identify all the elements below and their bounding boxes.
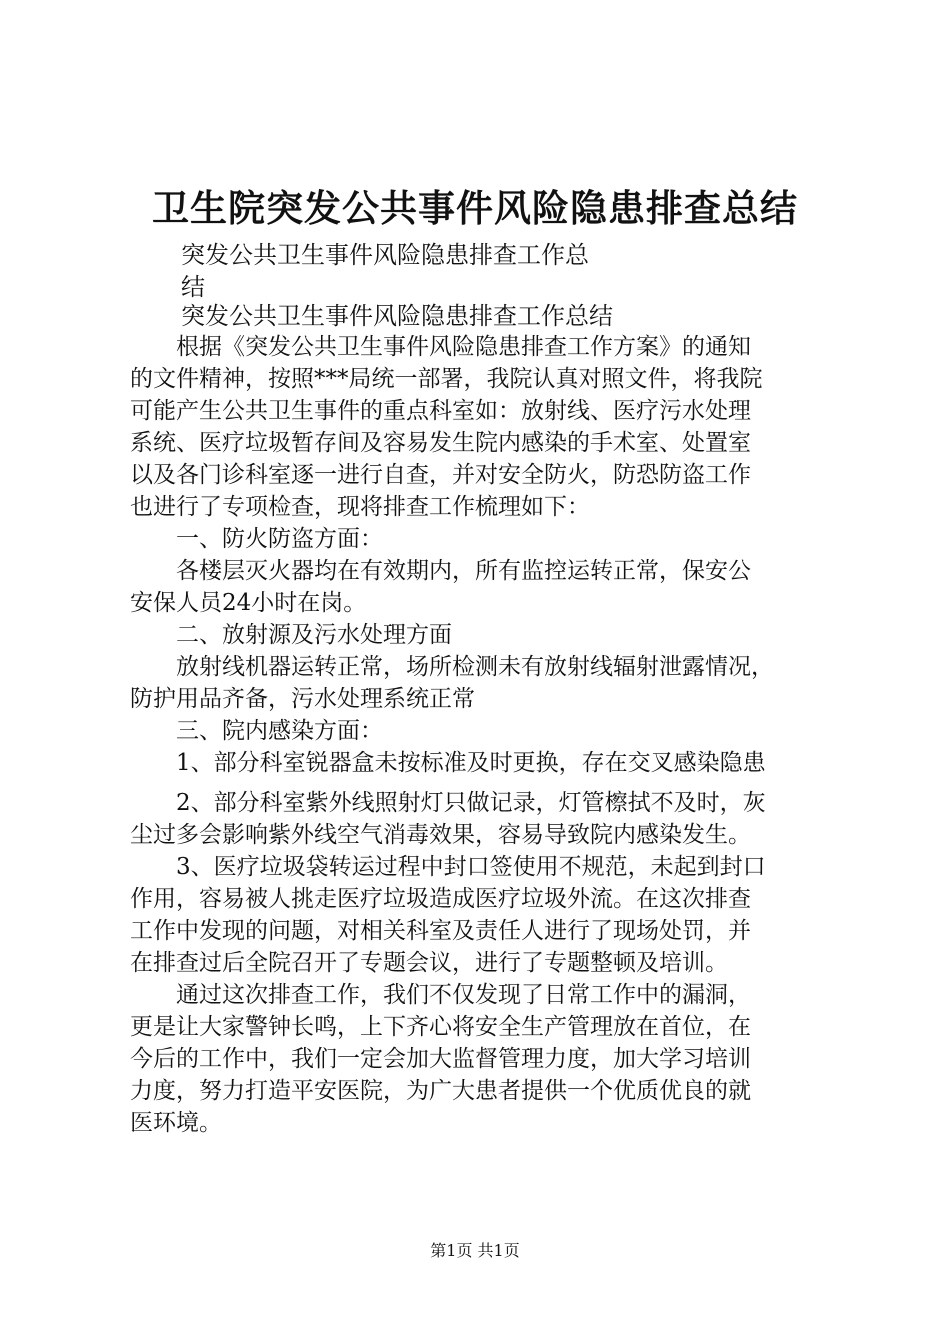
page-title: 卫生院突发公共事件风险隐患排查总结 — [152, 187, 798, 230]
body-line: 也进行了专项检查，现将排查工作梳理如下： — [130, 494, 590, 520]
subtitle-primary-line-2: 结 — [181, 273, 205, 301]
subtitle-primary-line-1: 突发公共卫生事件风险隐患排查工作总 — [181, 241, 589, 269]
section-heading: 二、放射源及污水处理方面 — [130, 622, 452, 648]
body-line: 今后的工作中，我们一定会加大监督管理力度，加大学习培训 — [130, 1046, 751, 1072]
section-heading: 一、防火防盗方面： — [130, 526, 383, 552]
body-line: 医环境。 — [130, 1110, 222, 1136]
page-footer: 第1页 共1页 — [430, 1241, 520, 1260]
body-line: 1、部分科室锐器盒未按标准及时更换，存在交叉感染隐患 — [130, 750, 766, 776]
body-line: 通过这次排查工作，我们不仅发现了日常工作中的漏洞， — [130, 982, 751, 1008]
section-heading: 三、院内感染方面： — [130, 718, 383, 744]
body-text-block-1 — [130, 331, 830, 779]
body-line: 3、医疗垃圾袋转运过程中封口签使用不规范，未起到封口 — [130, 854, 766, 880]
body-line: 尘过多会影响紫外线空气消毒效果，容易导致院内感染发生。 — [130, 822, 751, 848]
body-line: 根据《突发公共卫生事件风险隐患排查工作方案》的通知 — [130, 334, 751, 360]
subtitle-secondary: 突发公共卫生事件风险隐患排查工作总结 — [181, 302, 613, 330]
body-line: 以及各门诊科室逐一进行自查，并对安全防火，防恐防盗工作 — [130, 462, 751, 488]
body-line: 安保人员24小时在岗。 — [130, 590, 367, 616]
body-line: 防护用品齐备，污水处理系统正常 — [130, 686, 475, 712]
body-line: 在排查过后全院召开了专题会议，进行了专题整顿及培训。 — [130, 950, 728, 976]
body-line: 更是让大家警钟长鸣，上下齐心将安全生产管理放在首位，在 — [130, 1014, 751, 1040]
body-line: 放射线机器运转正常，场所检测未有放射线辐射泄露情况， — [130, 654, 774, 680]
subtitle-primary — [181, 239, 681, 303]
body-line: 作用，容易被人挑走医疗垃圾造成医疗垃圾外流。在这次排查 — [130, 886, 751, 912]
body-line: 系统、医疗垃圾暂存间及容易发生院内感染的手术室、处置室 — [130, 430, 751, 456]
body-line: 工作中发现的问题，对相关科室及责任人进行了现场处罚，并 — [130, 918, 751, 944]
body-line: 的文件精神，按照***局统一部署，我院认真对照文件，将我院 — [130, 366, 763, 392]
body-line: 力度，努力打造平安医院，为广大患者提供一个优质优良的就 — [130, 1078, 751, 1104]
body-line: 可能产生公共卫生事件的重点科室如：放射线、医疗污水处理 — [130, 398, 751, 424]
body-line: 2、部分科室紫外线照射灯只做记录，灯管檫拭不及时，灰 — [130, 790, 766, 816]
body-text-block-2 — [130, 787, 830, 1139]
body-line: 各楼层灭火器均在有效期内，所有监控运转正常，保安公 — [130, 558, 751, 584]
